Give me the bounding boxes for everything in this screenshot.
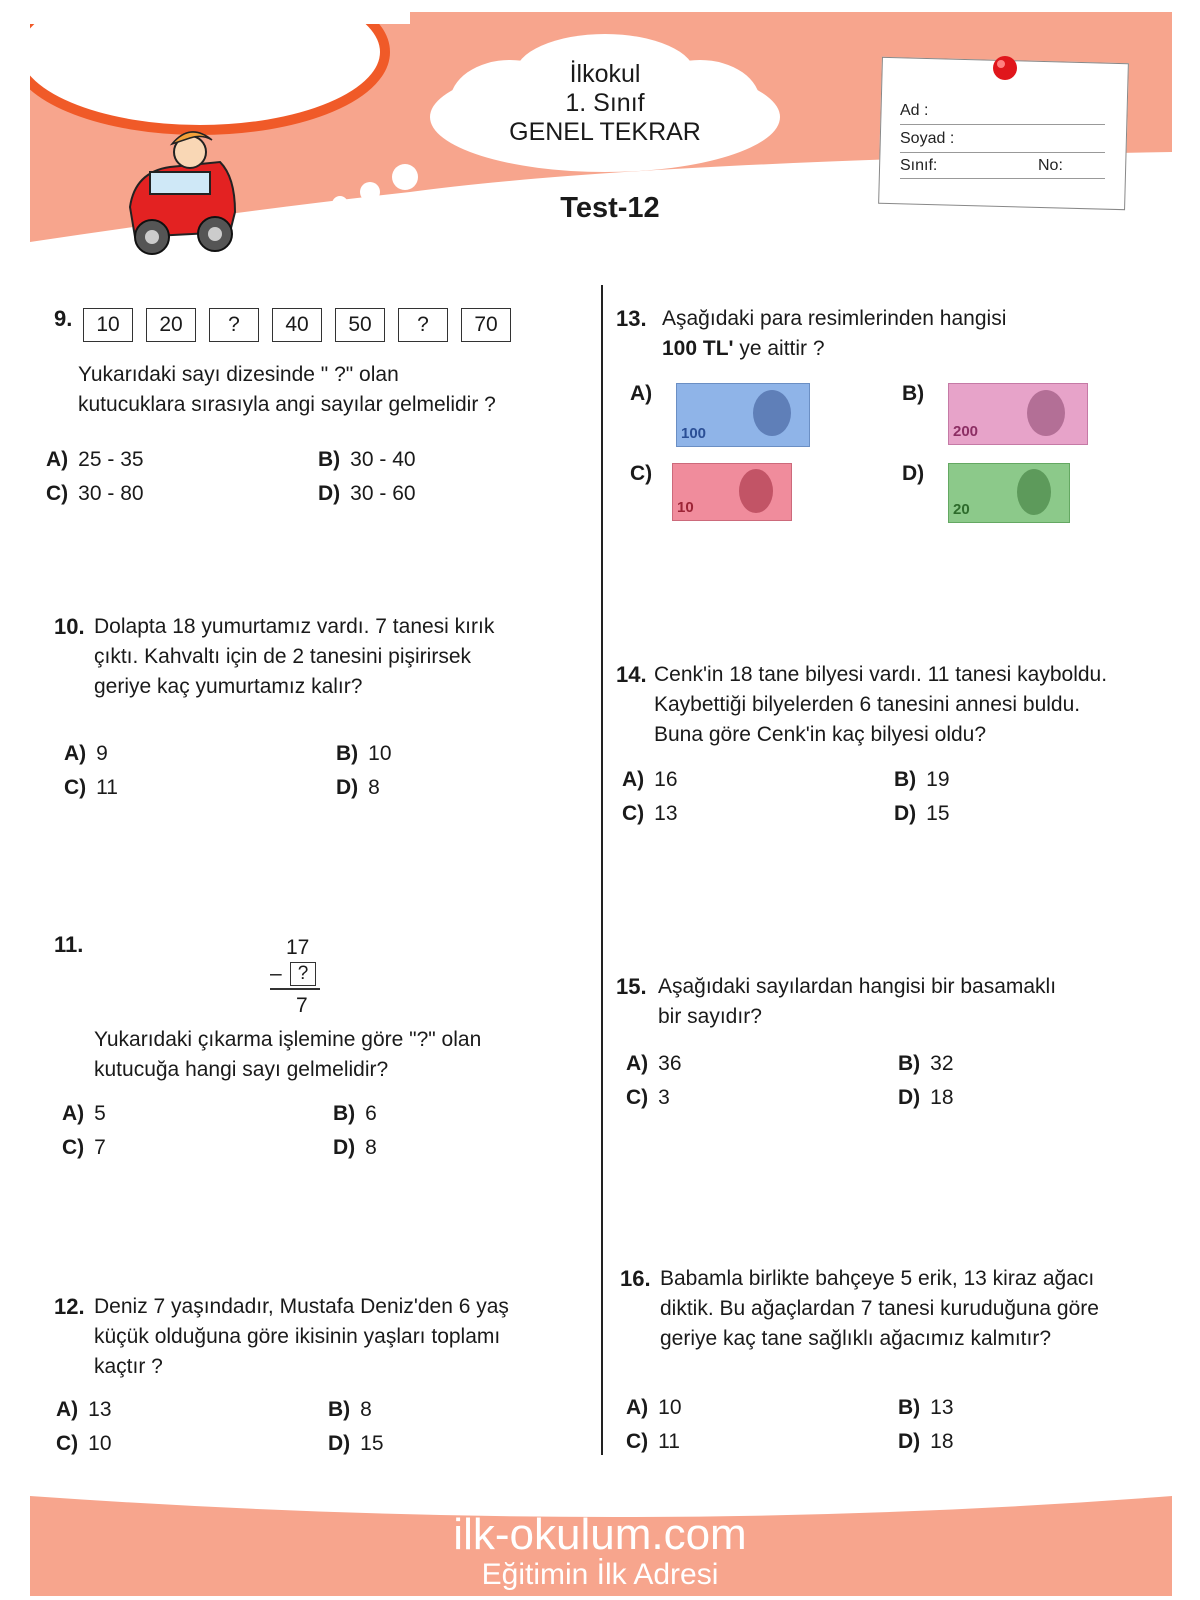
q9-seq-box: 20 bbox=[146, 308, 196, 342]
q10-option-a[interactable] bbox=[64, 742, 108, 766]
cloud-line-topic: GENEL TEKRAR bbox=[509, 118, 701, 146]
option-letter: B) bbox=[336, 742, 359, 765]
footer-site: ilk-okulum.com bbox=[453, 1510, 747, 1559]
option-letter: A) bbox=[62, 1102, 85, 1125]
option-value: 8 bbox=[365, 1136, 377, 1159]
no-label: No: bbox=[1038, 157, 1063, 174]
q16-option-d[interactable] bbox=[898, 1430, 954, 1454]
q14-option-c[interactable] bbox=[622, 802, 678, 826]
option-letter: C) bbox=[46, 482, 69, 505]
option-value: 30 - 40 bbox=[350, 448, 416, 471]
q9-option-b[interactable] bbox=[318, 448, 416, 472]
q10-option-b[interactable] bbox=[336, 742, 392, 766]
q16-option-b[interactable] bbox=[898, 1396, 954, 1420]
q10-text-line: çıktı. Kahvaltı için de 2 tanesini pişirirsek bbox=[94, 645, 471, 668]
q12-number: 12. bbox=[54, 1294, 85, 1319]
q10-text-line: geriye kaç yumurtamız kalır? bbox=[94, 675, 363, 698]
option-letter: B) bbox=[333, 1102, 356, 1125]
q9-text-line: kutucuklara sırasıyla angi sayılar gelmelidir ? bbox=[78, 393, 496, 416]
option-value: 13 bbox=[654, 802, 678, 825]
q13-option-d[interactable] bbox=[902, 462, 934, 486]
option-value: 11 bbox=[658, 1430, 680, 1453]
option-letter: C) bbox=[62, 1136, 85, 1159]
q15-option-d[interactable] bbox=[898, 1086, 954, 1110]
q9-text bbox=[78, 360, 496, 420]
test-title: Test-12 bbox=[560, 192, 660, 224]
option-letter: C) bbox=[56, 1432, 79, 1455]
q12-text-line: kaçtır ? bbox=[94, 1355, 163, 1378]
option-value: 30 - 80 bbox=[78, 482, 144, 505]
q12-text bbox=[94, 1292, 509, 1382]
q12-text-line: küçük olduğuna göre ikisinin yaşları toplamı bbox=[94, 1325, 501, 1348]
option-letter: C) bbox=[626, 1430, 649, 1453]
option-letter: A) bbox=[626, 1052, 649, 1075]
q16-option-c[interactable] bbox=[626, 1430, 680, 1454]
q13-bold-amount: 100 TL' bbox=[662, 337, 734, 360]
q16-text-line: diktik. Bu ağaçlardan 7 tanesi kuruduğuna göre bbox=[660, 1297, 1099, 1320]
q12-option-d[interactable] bbox=[328, 1432, 384, 1456]
q9-option-d[interactable] bbox=[318, 482, 416, 506]
q9-seq-box: 10 bbox=[83, 308, 133, 342]
portrait-icon bbox=[739, 469, 773, 513]
q10-option-d[interactable] bbox=[336, 776, 380, 800]
option-letter: D) bbox=[902, 462, 925, 485]
column-divider bbox=[601, 285, 603, 1455]
option-letter: C) bbox=[64, 776, 87, 799]
q10-number: 10. bbox=[54, 614, 85, 639]
q13-text-rest: ye aittir ? bbox=[733, 337, 825, 360]
option-letter: C) bbox=[626, 1086, 649, 1109]
q12-option-b[interactable] bbox=[328, 1398, 372, 1422]
q11-option-a[interactable] bbox=[62, 1102, 106, 1126]
q12-text-line: Deniz 7 yaşındadır, Mustafa Deniz'den 6 yaş bbox=[94, 1295, 509, 1318]
q11-option-b[interactable] bbox=[333, 1102, 377, 1126]
q15-text-line: Aşağıdaki sayılardan hangisi bir basamaklı bbox=[658, 975, 1057, 998]
option-value: 32 bbox=[930, 1052, 954, 1075]
option-letter: B) bbox=[902, 382, 925, 405]
q13-number: 13. bbox=[616, 306, 647, 331]
option-letter: D) bbox=[318, 482, 341, 505]
q14-text-line: Buna göre Cenk'in kaç bilyesi oldu? bbox=[654, 723, 987, 746]
q15-option-a[interactable] bbox=[626, 1052, 682, 1076]
option-value: 18 bbox=[930, 1430, 954, 1453]
soyad-line bbox=[900, 152, 1105, 153]
q13-text bbox=[662, 304, 1006, 364]
q16-text-line: Babamla birlikte bahçeye 5 erik, 13 kiraz ağacı bbox=[660, 1267, 1095, 1290]
q9-option-a[interactable] bbox=[46, 448, 144, 472]
option-letter: B) bbox=[898, 1396, 921, 1419]
option-letter: B) bbox=[894, 768, 917, 791]
option-value: 9 bbox=[96, 742, 108, 765]
option-letter: B) bbox=[328, 1398, 351, 1421]
q10-text bbox=[94, 612, 494, 702]
q11-top-number: 17 bbox=[286, 936, 310, 959]
option-value: 10 bbox=[368, 742, 392, 765]
option-value: 13 bbox=[88, 1398, 112, 1421]
portrait-icon bbox=[1027, 390, 1065, 436]
option-value: 5 bbox=[94, 1102, 106, 1125]
option-letter: D) bbox=[336, 776, 359, 799]
cloud-line-school: İlkokul bbox=[569, 60, 641, 88]
portrait-icon bbox=[753, 390, 791, 436]
option-letter: D) bbox=[898, 1086, 921, 1109]
q14-option-a[interactable] bbox=[622, 768, 678, 792]
q13-text-line bbox=[662, 334, 1006, 364]
q13-option-b[interactable] bbox=[902, 382, 934, 406]
q10-option-c[interactable] bbox=[64, 776, 118, 800]
q15-option-c[interactable] bbox=[626, 1086, 670, 1110]
option-letter: D) bbox=[898, 1430, 921, 1453]
q11-text-line: Yukarıdaki çıkarma işlemine göre "?" olan bbox=[94, 1028, 482, 1051]
option-letter: A) bbox=[626, 1396, 649, 1419]
q9-seq-box: 70 bbox=[461, 308, 511, 342]
ad-label: Ad : bbox=[900, 102, 929, 119]
option-value: 7 bbox=[94, 1136, 106, 1159]
option-value: 30 - 60 bbox=[350, 482, 416, 505]
option-value: 16 bbox=[654, 768, 678, 791]
q11-option-d[interactable] bbox=[333, 1136, 377, 1160]
option-letter: D) bbox=[328, 1432, 351, 1455]
option-value: 15 bbox=[926, 802, 950, 825]
q10-text-line: Dolapta 18 yumurtamız vardı. 7 tanesi kırık bbox=[94, 615, 495, 638]
pin-icon bbox=[985, 50, 1025, 90]
option-letter: C) bbox=[622, 802, 645, 825]
portrait-icon bbox=[1017, 469, 1051, 515]
q11-result: 7 bbox=[296, 994, 308, 1017]
option-value: 8 bbox=[360, 1398, 372, 1421]
option-letter: A) bbox=[622, 768, 645, 791]
option-value: 11 bbox=[96, 776, 118, 799]
q16-text-line: geriye kaç tane sağlıklı ağacımız kalmıtır? bbox=[660, 1327, 1051, 1350]
banknote-200-image bbox=[948, 383, 1088, 445]
banknote-100-image bbox=[676, 383, 810, 447]
q9-seq-box: 40 bbox=[272, 308, 322, 342]
banknote-20-image bbox=[948, 463, 1070, 523]
banknote-value: 20 bbox=[953, 501, 970, 518]
option-value: 8 bbox=[368, 776, 380, 799]
option-letter: A) bbox=[56, 1398, 79, 1421]
q12-option-a[interactable] bbox=[56, 1398, 112, 1422]
brand-site: ilk-okulum.com bbox=[101, 20, 309, 55]
option-value: 10 bbox=[88, 1432, 112, 1455]
q14-text-line: Kaybettiği bilyelerden 6 tanesini annesi buldu. bbox=[654, 693, 1081, 716]
option-letter: B) bbox=[318, 448, 341, 471]
option-letter: C) bbox=[630, 462, 653, 485]
banknote-10-image bbox=[672, 463, 792, 521]
option-value: 25 - 35 bbox=[78, 448, 144, 471]
q14-number: 14. bbox=[616, 662, 647, 687]
q16-text bbox=[660, 1264, 1099, 1354]
q11-box: ? bbox=[290, 962, 316, 986]
option-value: 13 bbox=[930, 1396, 954, 1419]
option-letter: A) bbox=[630, 382, 653, 405]
q11-number: 11. bbox=[54, 932, 84, 957]
q9-seq-box: 50 bbox=[335, 308, 385, 342]
q15-number: 15. bbox=[616, 974, 647, 999]
option-value: 3 bbox=[658, 1086, 670, 1109]
q9-seq-box: ? bbox=[209, 308, 259, 342]
cloud-title bbox=[490, 60, 720, 147]
option-letter: B) bbox=[898, 1052, 921, 1075]
q14-option-b[interactable] bbox=[894, 768, 950, 792]
q16-number: 16. bbox=[620, 1266, 651, 1291]
soyad-label: Soyad : bbox=[900, 130, 955, 147]
brand-slogan: Eğitimin İlk Adresi bbox=[126, 58, 284, 80]
option-value: 10 bbox=[658, 1396, 682, 1419]
q15-text-line: bir sayıdır? bbox=[658, 1005, 762, 1028]
q13-option-a[interactable] bbox=[630, 382, 662, 406]
option-value: 15 bbox=[360, 1432, 384, 1455]
sinif-label: Sınıf: bbox=[900, 157, 938, 174]
q12-option-c[interactable] bbox=[56, 1432, 112, 1456]
q9-text-line: Yukarıdaki sayı dizesinde " ?" olan bbox=[78, 363, 399, 386]
q14-text-line: Cenk'in 18 tane bilyesi vardı. 11 tanesi kayboldu. bbox=[654, 663, 1108, 686]
q14-text bbox=[654, 660, 1107, 750]
q11-rule bbox=[270, 988, 320, 990]
cloud-line-grade: 1. Sınıf bbox=[565, 89, 645, 117]
q16-option-a[interactable] bbox=[626, 1396, 682, 1420]
q15-option-b[interactable] bbox=[898, 1052, 954, 1076]
footer-slogan: Eğitimin İlk Adresi bbox=[481, 1558, 719, 1591]
sinif-line bbox=[900, 178, 1105, 179]
q11-text bbox=[94, 1025, 481, 1085]
q15-text bbox=[658, 972, 1056, 1032]
q11-option-c[interactable] bbox=[62, 1136, 106, 1160]
option-letter: D) bbox=[894, 802, 917, 825]
option-letter: D) bbox=[333, 1136, 356, 1159]
option-value: 6 bbox=[365, 1102, 377, 1125]
banknote-value: 200 bbox=[953, 423, 979, 440]
q11-text-line: kutucuğa hangi sayı gelmelidir? bbox=[94, 1058, 389, 1081]
option-value: 36 bbox=[658, 1052, 682, 1075]
q14-option-d[interactable] bbox=[894, 802, 950, 826]
option-value: 19 bbox=[926, 768, 950, 791]
banknote-value: 10 bbox=[677, 499, 694, 516]
q9-seq-box: ? bbox=[398, 308, 448, 342]
q13-option-c[interactable] bbox=[630, 462, 662, 486]
banknote-value: 100 bbox=[681, 425, 707, 442]
ad-line bbox=[900, 124, 1105, 125]
option-letter: A) bbox=[64, 742, 87, 765]
q11-minus-sign: – bbox=[270, 962, 282, 985]
option-value: 18 bbox=[930, 1086, 954, 1109]
q9-option-c[interactable] bbox=[46, 482, 144, 506]
q13-text-line: Aşağıdaki para resimlerinden hangisi bbox=[662, 307, 1007, 330]
option-letter: A) bbox=[46, 448, 69, 471]
q9-number: 9. bbox=[54, 306, 73, 331]
